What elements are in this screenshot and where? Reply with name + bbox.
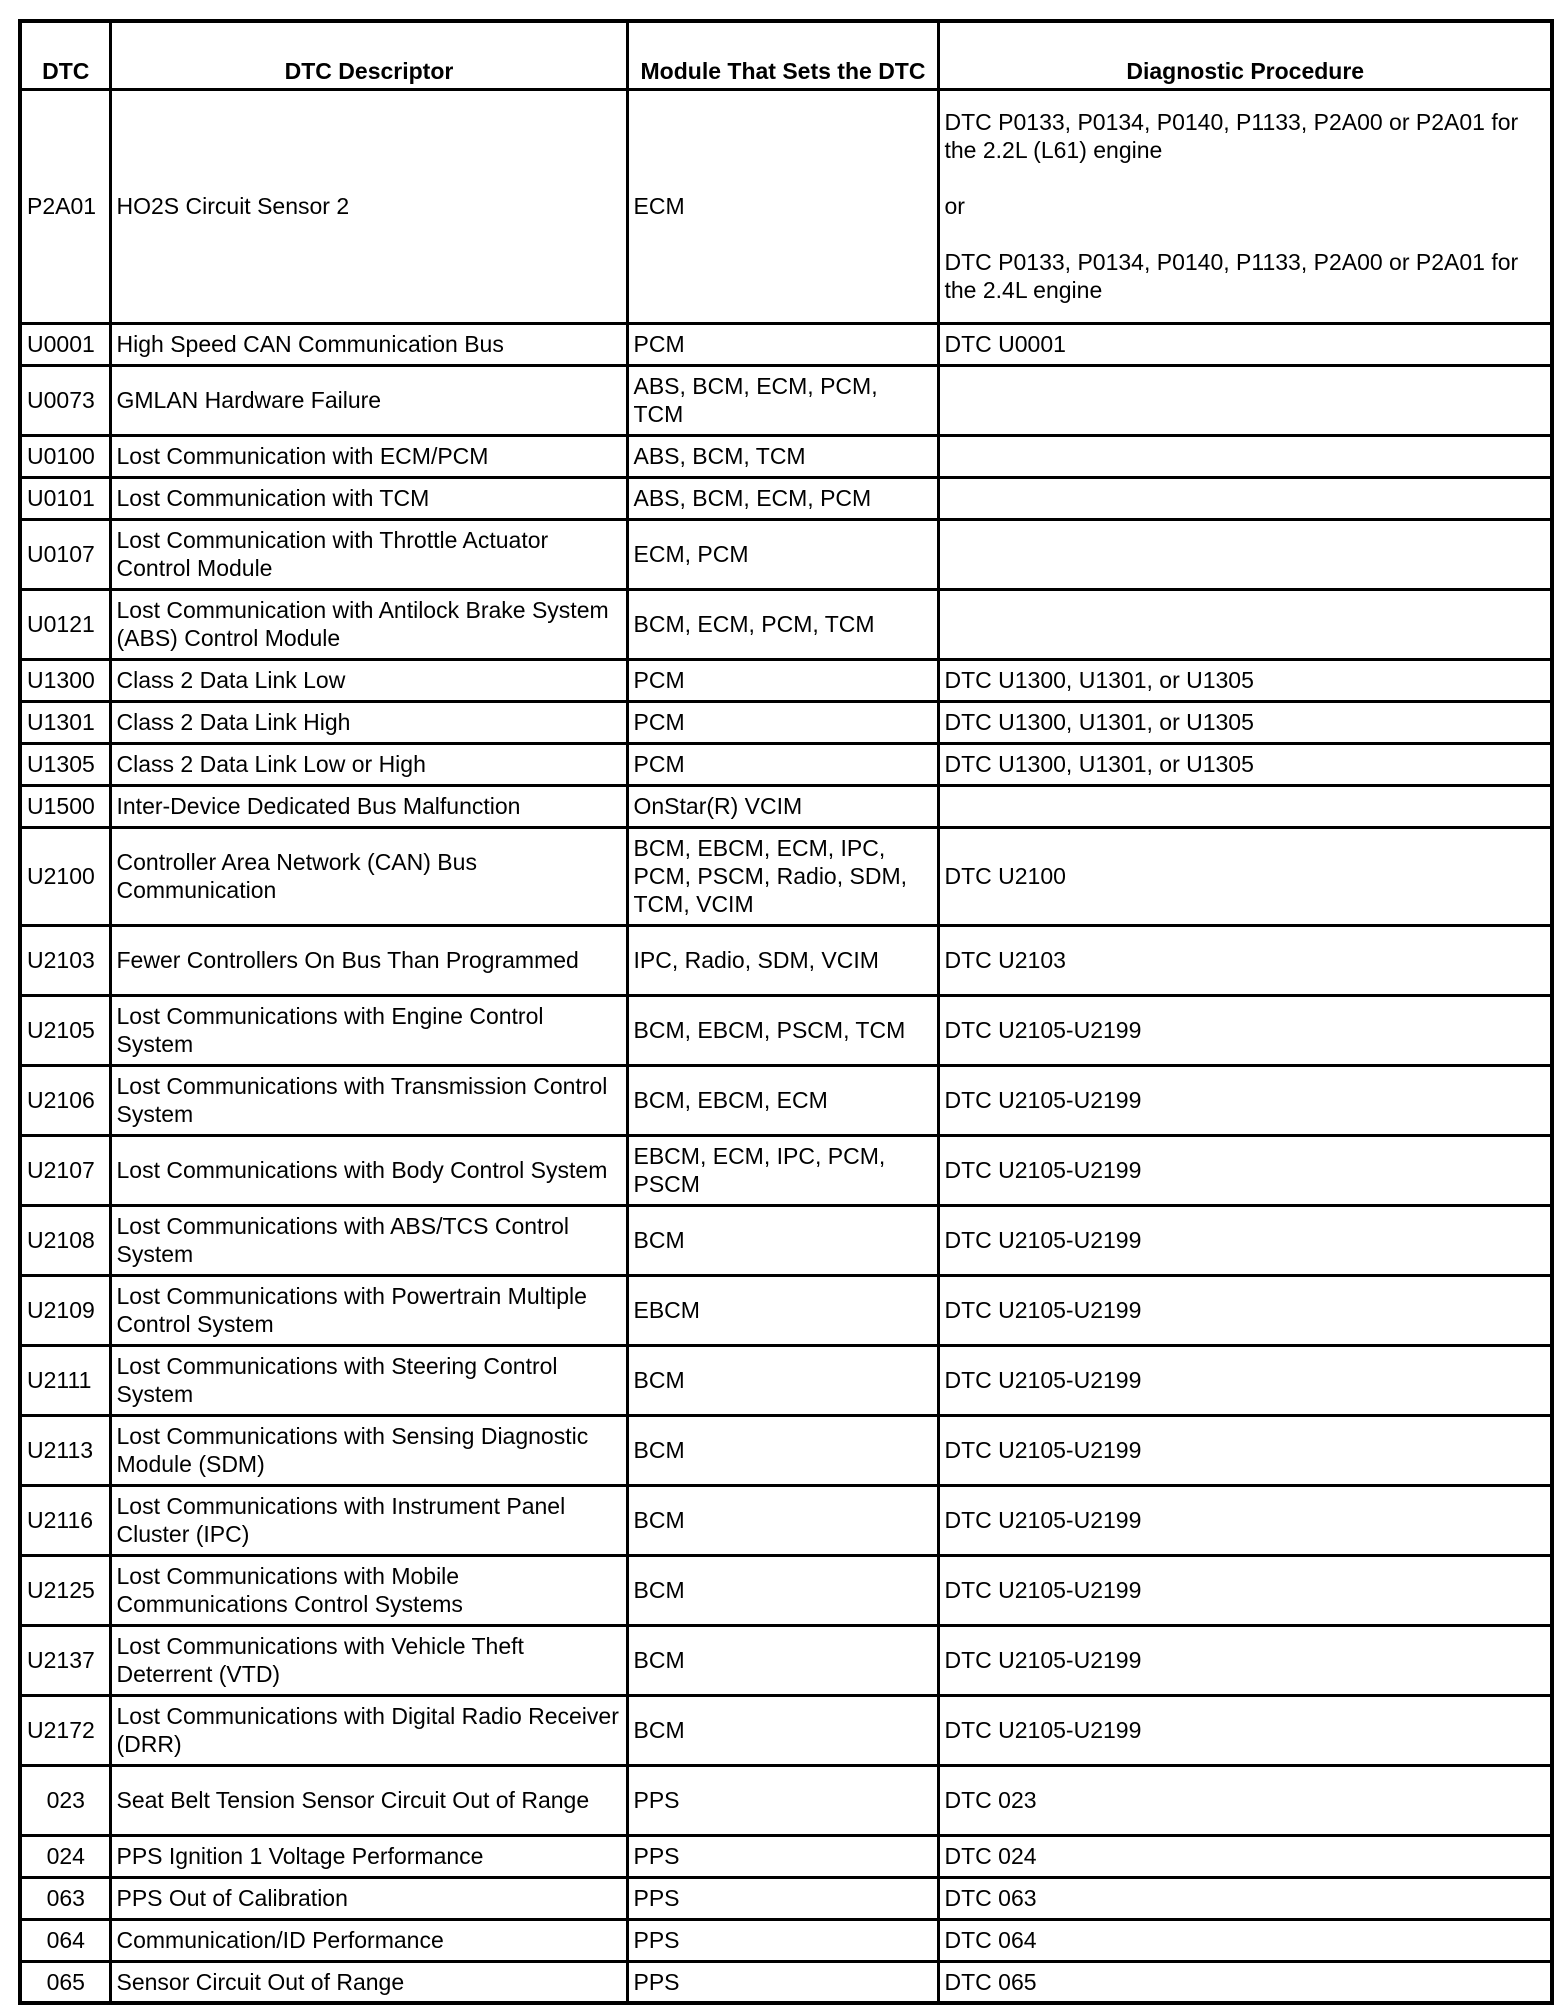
cell-dtc-code: U2107: [20, 1135, 110, 1205]
cell-diagnostic-procedure: [938, 477, 1552, 519]
table-row: [20, 477, 1552, 519]
cell-module: BCM: [627, 1415, 938, 1485]
table-row: [20, 1919, 1552, 1961]
cell-diagnostic-procedure: [938, 995, 1552, 1065]
header-dtc: DTC: [20, 21, 110, 89]
procedure-line: [945, 442, 1547, 470]
header-module: Module That Sets the DTC: [627, 21, 938, 89]
table-row: [20, 89, 1552, 323]
table-row: [20, 519, 1552, 589]
procedure-line: or: [944, 193, 965, 219]
dtc-table: [18, 19, 1554, 2005]
cell-dtc-descriptor: GMLAN Hardware Failure: [110, 365, 627, 435]
procedure-line: DTC 023: [944, 1787, 1037, 1813]
cell-dtc-code: U0107: [20, 519, 110, 589]
table-row: [20, 995, 1552, 1065]
header-diagnostic-procedure: Diagnostic Procedure: [938, 21, 1552, 89]
cell-dtc-code: U2116: [20, 1485, 110, 1555]
cell-module: PCM: [627, 659, 938, 701]
cell-dtc-descriptor: Lost Communication with Antilock Brake System (ABS) Control Module: [110, 589, 627, 659]
cell-dtc-descriptor: Lost Communications with Powertrain Multiple Control System: [110, 1275, 627, 1345]
cell-dtc-descriptor: Lost Communication with TCM: [110, 477, 627, 519]
cell-module: BCM, EBCM, PSCM, TCM: [627, 995, 938, 1065]
cell-dtc-descriptor: High Speed CAN Communication Bus: [110, 323, 627, 365]
procedure-line: DTC U2105-U2199: [944, 1157, 1142, 1183]
procedure-line: DTC U2105-U2199: [944, 1017, 1142, 1043]
cell-diagnostic-procedure: [938, 1919, 1552, 1961]
cell-dtc-descriptor: Lost Communications with ABS/TCS Control System: [110, 1205, 627, 1275]
cell-dtc-code: 064: [20, 1919, 110, 1961]
cell-dtc-code: U2137: [20, 1625, 110, 1695]
procedure-line: DTC P0133, P0134, P0140, P1133, P2A00 or P2A01 for the 2.2L (L61) engine: [944, 109, 1519, 163]
cell-module: PCM: [627, 323, 938, 365]
table-row: [20, 1205, 1552, 1275]
procedure-line: DTC U1300, U1301, or U1305: [944, 709, 1254, 735]
cell-module: PPS: [627, 1961, 938, 2003]
procedure-line: [945, 484, 1547, 512]
cell-diagnostic-procedure: [938, 1765, 1552, 1835]
cell-dtc-code: U0101: [20, 477, 110, 519]
cell-diagnostic-procedure: [938, 89, 1552, 323]
cell-diagnostic-procedure: [938, 1485, 1552, 1555]
table-row: [20, 1877, 1552, 1919]
cell-diagnostic-procedure: [938, 323, 1552, 365]
cell-module: ABS, BCM, ECM, PCM, TCM: [627, 365, 938, 435]
cell-dtc-descriptor: Seat Belt Tension Sensor Circuit Out of Range: [110, 1765, 627, 1835]
procedure-line: DTC P0133, P0134, P0140, P1133, P2A00 or P2A01 for the 2.4L engine: [944, 249, 1519, 303]
header-row: [20, 21, 1552, 89]
cell-module: BCM: [627, 1625, 938, 1695]
cell-dtc-descriptor: Class 2 Data Link High: [110, 701, 627, 743]
procedure-line: DTC U0001: [944, 331, 1066, 357]
table-row: [20, 1135, 1552, 1205]
procedure-line: DTC U2105-U2199: [944, 1087, 1142, 1113]
cell-dtc-code: U0100: [20, 435, 110, 477]
table-row: [20, 701, 1552, 743]
table-body: [20, 89, 1552, 2003]
table-header: [20, 21, 1552, 89]
table-row: [20, 827, 1552, 925]
cell-dtc-descriptor: Lost Communications with Mobile Communications Control Systems: [110, 1555, 627, 1625]
procedure-line: DTC U1300, U1301, or U1305: [944, 751, 1254, 777]
cell-module: EBCM, ECM, IPC, PCM, PSCM: [627, 1135, 938, 1205]
procedure-line: DTC U2100: [944, 863, 1066, 889]
procedure-line: DTC U2105-U2199: [944, 1507, 1142, 1533]
cell-module: BCM: [627, 1695, 938, 1765]
cell-module: EBCM: [627, 1275, 938, 1345]
procedure-line: DTC U2105-U2199: [944, 1367, 1142, 1393]
cell-dtc-descriptor: Lost Communications with Vehicle Theft Deterrent (VTD): [110, 1625, 627, 1695]
cell-diagnostic-procedure: [938, 743, 1552, 785]
procedure-line: DTC 065: [944, 1968, 1037, 1995]
cell-diagnostic-procedure: [938, 1275, 1552, 1345]
procedure-line: DTC U2105-U2199: [944, 1577, 1142, 1603]
procedure-line: DTC U2105-U2199: [944, 1437, 1142, 1463]
table-row: [20, 1695, 1552, 1765]
cell-diagnostic-procedure: [938, 1205, 1552, 1275]
table-row: [20, 1555, 1552, 1625]
procedure-line: [945, 792, 1547, 820]
procedure-line: DTC 024: [944, 1843, 1037, 1869]
table-row: [20, 435, 1552, 477]
procedure-line: DTC U2105-U2199: [944, 1717, 1142, 1743]
procedure-line: [945, 610, 1547, 638]
cell-module: ABS, BCM, ECM, PCM: [627, 477, 938, 519]
cell-diagnostic-procedure: [938, 589, 1552, 659]
table-row: [20, 365, 1552, 435]
cell-module: BCM, ECM, PCM, TCM: [627, 589, 938, 659]
cell-dtc-code: U0073: [20, 365, 110, 435]
cell-dtc-code: U2109: [20, 1275, 110, 1345]
cell-diagnostic-procedure: [938, 519, 1552, 589]
table-row: [20, 1275, 1552, 1345]
cell-dtc-code: 023: [20, 1765, 110, 1835]
procedure-line: [945, 220, 1547, 248]
cell-diagnostic-procedure: [938, 925, 1552, 995]
cell-diagnostic-procedure: [938, 659, 1552, 701]
procedure-line: DTC U2103: [944, 947, 1066, 973]
table-row: [20, 1485, 1552, 1555]
cell-dtc-descriptor: Lost Communications with Engine Control System: [110, 995, 627, 1065]
cell-dtc-code: U0121: [20, 589, 110, 659]
cell-dtc-code: U1300: [20, 659, 110, 701]
table-row: [20, 1765, 1552, 1835]
cell-dtc-code: U1500: [20, 785, 110, 827]
procedure-line: DTC 063: [944, 1885, 1037, 1911]
document-page: [18, 19, 1550, 2005]
cell-dtc-descriptor: Lost Communications with Body Control System: [110, 1135, 627, 1205]
cell-dtc-code: U2125: [20, 1555, 110, 1625]
table-row: [20, 743, 1552, 785]
cell-dtc-code: U2105: [20, 995, 110, 1065]
table-row: [20, 785, 1552, 827]
cell-diagnostic-procedure: [938, 827, 1552, 925]
cell-dtc-descriptor: Lost Communications with Instrument Panel Cluster (IPC): [110, 1485, 627, 1555]
table-row: [20, 1961, 1552, 2003]
cell-module: PCM: [627, 701, 938, 743]
cell-dtc-code: U2172: [20, 1695, 110, 1765]
procedure-line: DTC U2105-U2199: [944, 1227, 1142, 1253]
cell-dtc-code: U0001: [20, 323, 110, 365]
cell-dtc-code: U1301: [20, 701, 110, 743]
cell-module: PPS: [627, 1919, 938, 1961]
cell-diagnostic-procedure: [938, 365, 1552, 435]
table-row: [20, 589, 1552, 659]
cell-module: ECM, PCM: [627, 519, 938, 589]
cell-dtc-descriptor: Sensor Circuit Out of Range: [110, 1961, 627, 2003]
table-row: [20, 1625, 1552, 1695]
cell-module: PPS: [627, 1877, 938, 1919]
table-row: [20, 1065, 1552, 1135]
table-row: [20, 659, 1552, 701]
cell-dtc-code: U2103: [20, 925, 110, 995]
procedure-line: DTC U1300, U1301, or U1305: [944, 667, 1254, 693]
cell-dtc-descriptor: Fewer Controllers On Bus Than Programmed: [110, 925, 627, 995]
cell-module: BCM: [627, 1345, 938, 1415]
cell-dtc-descriptor: PPS Out of Calibration: [110, 1877, 627, 1919]
procedure-line: DTC U2105-U2199: [944, 1647, 1142, 1673]
cell-module: PPS: [627, 1835, 938, 1877]
cell-dtc-descriptor: HO2S Circuit Sensor 2: [110, 89, 627, 323]
cell-module: ABS, BCM, TCM: [627, 435, 938, 477]
cell-module: BCM: [627, 1485, 938, 1555]
cell-diagnostic-procedure: [938, 1135, 1552, 1205]
cell-diagnostic-procedure: [938, 701, 1552, 743]
procedure-line: [945, 386, 1547, 414]
cell-dtc-descriptor: Class 2 Data Link Low or High: [110, 743, 627, 785]
cell-diagnostic-procedure: [938, 1415, 1552, 1485]
procedure-line: [945, 540, 1547, 568]
cell-dtc-code: U2108: [20, 1205, 110, 1275]
cell-diagnostic-procedure: [938, 1065, 1552, 1135]
cell-dtc-descriptor: Lost Communication with ECM/PCM: [110, 435, 627, 477]
cell-dtc-code: U1305: [20, 743, 110, 785]
cell-dtc-descriptor: Inter-Device Dedicated Bus Malfunction: [110, 785, 627, 827]
cell-diagnostic-procedure: [938, 1835, 1552, 1877]
cell-diagnostic-procedure: [938, 1555, 1552, 1625]
cell-diagnostic-procedure: [938, 1345, 1552, 1415]
cell-dtc-descriptor: PPS Ignition 1 Voltage Performance: [110, 1835, 627, 1877]
cell-module: BCM, EBCM, ECM: [627, 1065, 938, 1135]
cell-module: BCM: [627, 1555, 938, 1625]
procedure-line: DTC U2105-U2199: [944, 1297, 1142, 1323]
header-dtc-descriptor: DTC Descriptor: [110, 21, 627, 89]
cell-dtc-descriptor: Lost Communication with Throttle Actuator Control Module: [110, 519, 627, 589]
cell-dtc-descriptor: Communication/ID Performance: [110, 1919, 627, 1961]
cell-diagnostic-procedure: [938, 435, 1552, 477]
table-row: [20, 323, 1552, 365]
cell-dtc-descriptor: Class 2 Data Link Low: [110, 659, 627, 701]
cell-module: PCM: [627, 743, 938, 785]
cell-dtc-code: P2A01: [20, 89, 110, 323]
cell-dtc-descriptor: Lost Communications with Sensing Diagnostic Module (SDM): [110, 1415, 627, 1485]
cell-dtc-code: U2106: [20, 1065, 110, 1135]
cell-dtc-code: U2113: [20, 1415, 110, 1485]
cell-dtc-descriptor: Lost Communications with Transmission Control System: [110, 1065, 627, 1135]
cell-dtc-descriptor: Controller Area Network (CAN) Bus Communication: [110, 827, 627, 925]
cell-dtc-descriptor: Lost Communications with Digital Radio Receiver (DRR): [110, 1695, 627, 1765]
cell-dtc-descriptor: Lost Communications with Steering Control System: [110, 1345, 627, 1415]
cell-diagnostic-procedure: [938, 785, 1552, 827]
cell-diagnostic-procedure: [938, 1695, 1552, 1765]
cell-diagnostic-procedure: [938, 1625, 1552, 1695]
cell-module: OnStar(R) VCIM: [627, 785, 938, 827]
cell-module: ECM: [627, 89, 938, 323]
table-row: [20, 1835, 1552, 1877]
table-row: [20, 1345, 1552, 1415]
procedure-line: DTC 064: [944, 1927, 1037, 1953]
cell-module: IPC, Radio, SDM, VCIM: [627, 925, 938, 995]
procedure-line: [945, 164, 1547, 192]
cell-dtc-code: 065: [20, 1961, 110, 2003]
cell-module: BCM: [627, 1205, 938, 1275]
cell-diagnostic-procedure: [938, 1877, 1552, 1919]
cell-dtc-code: 063: [20, 1877, 110, 1919]
cell-dtc-code: U2100: [20, 827, 110, 925]
cell-module: PPS: [627, 1765, 938, 1835]
cell-diagnostic-procedure: [938, 1961, 1552, 2003]
cell-module: BCM, EBCM, ECM, IPC, PCM, PSCM, Radio, SDM, TCM, VCIM: [627, 827, 938, 925]
cell-dtc-code: 024: [20, 1835, 110, 1877]
cell-dtc-code: U2111: [20, 1345, 110, 1415]
table-row: [20, 1415, 1552, 1485]
table-row: [20, 925, 1552, 995]
